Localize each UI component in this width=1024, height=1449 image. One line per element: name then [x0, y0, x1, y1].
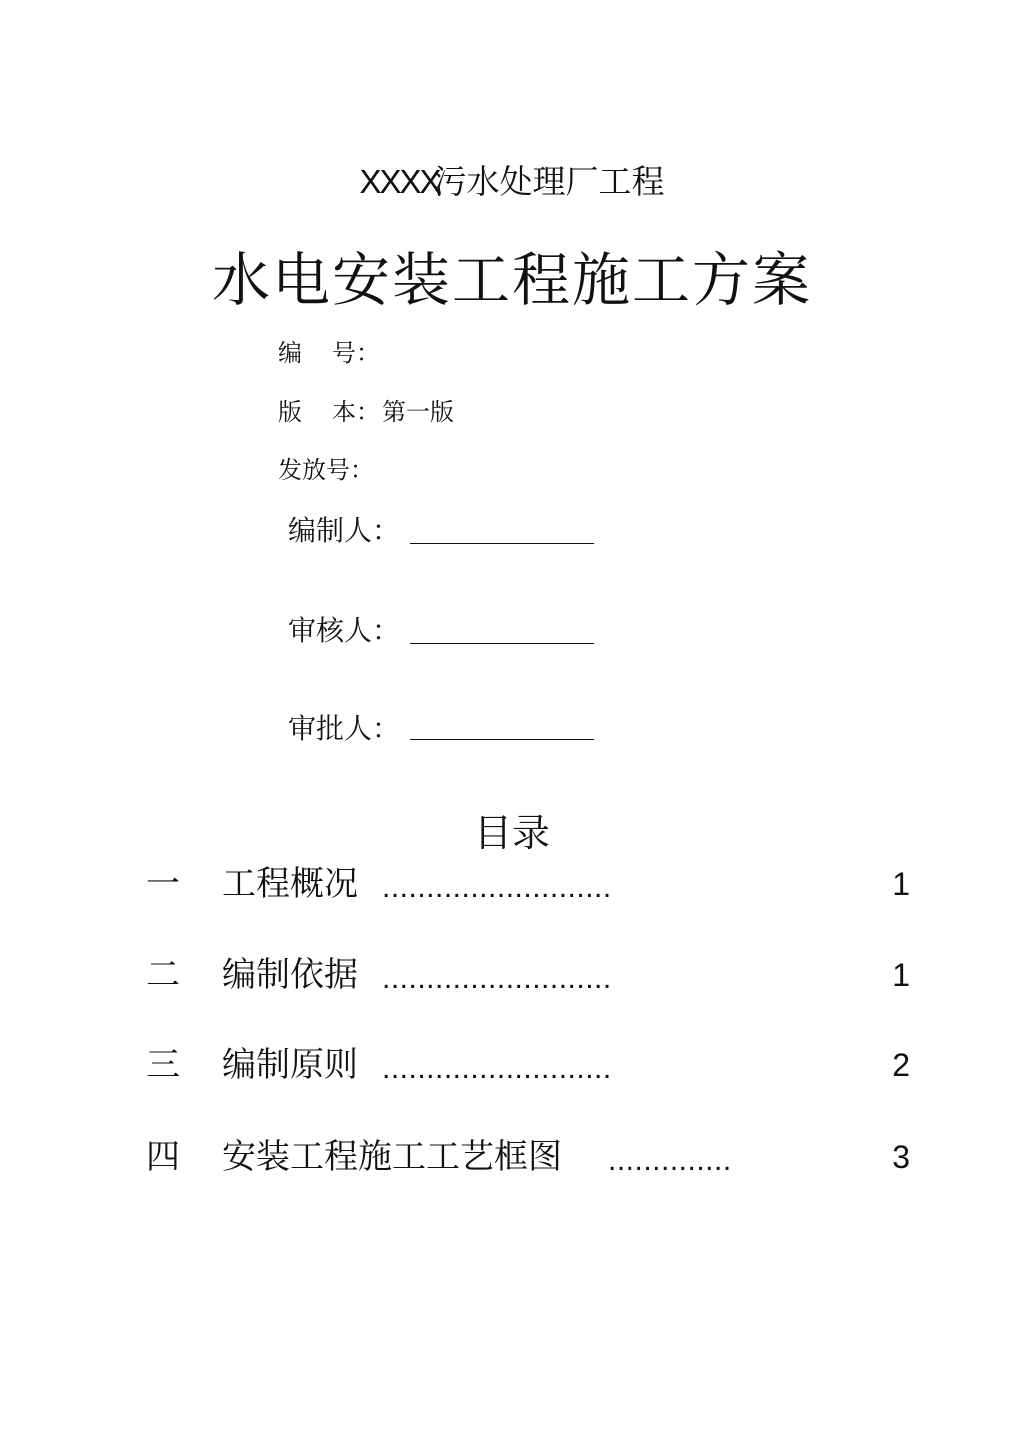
approver-signature-line [410, 739, 594, 740]
toc-item-leader: .............. [608, 1144, 732, 1177]
compiler-label: 编制人： [288, 514, 401, 547]
toc-heading: 目录 [473, 811, 550, 855]
issue-row [278, 453, 374, 487]
toc-item-leader: .......................... [382, 871, 612, 904]
version-label: 版 本： [278, 398, 380, 426]
toc-item-title: 工程概况 [222, 864, 358, 904]
document-title: 水电安装工程施工方案 [211, 246, 812, 314]
toc-item-number: 二 [146, 955, 180, 995]
toc-item-page: 3 [892, 1139, 910, 1175]
toc-item-title: 编制依据 [222, 955, 358, 995]
toc-item-title: 编制原则 [222, 1045, 358, 1085]
issue-label: 发放号： [278, 456, 374, 484]
project-name-line [0, 158, 1024, 206]
toc-item-leader: .......................... [382, 1052, 612, 1085]
number-label: 编 号： [278, 339, 380, 367]
toc-item-number: 一 [146, 864, 180, 904]
toc-item-number: 四 [146, 1137, 180, 1177]
toc-item-title: 安装工程施工工艺框图 [222, 1137, 562, 1177]
number-row [278, 336, 380, 370]
toc-item-page: 1 [892, 866, 910, 902]
project-name: 污水处理厂工程 [433, 162, 665, 201]
reviewer-signature-line [410, 643, 594, 644]
version-value: 第一版 [382, 398, 454, 426]
compiler-signature-line [410, 543, 594, 544]
toc-item-number: 三 [146, 1045, 180, 1085]
version-row [278, 395, 454, 429]
reviewer-label: 审核人： [288, 614, 401, 647]
toc-item-page: 1 [892, 957, 910, 993]
toc-item-page: 2 [892, 1047, 910, 1083]
project-code: XXXX [359, 163, 440, 200]
approver-label: 审批人： [288, 712, 401, 745]
toc-item-leader: .......................... [382, 962, 612, 995]
